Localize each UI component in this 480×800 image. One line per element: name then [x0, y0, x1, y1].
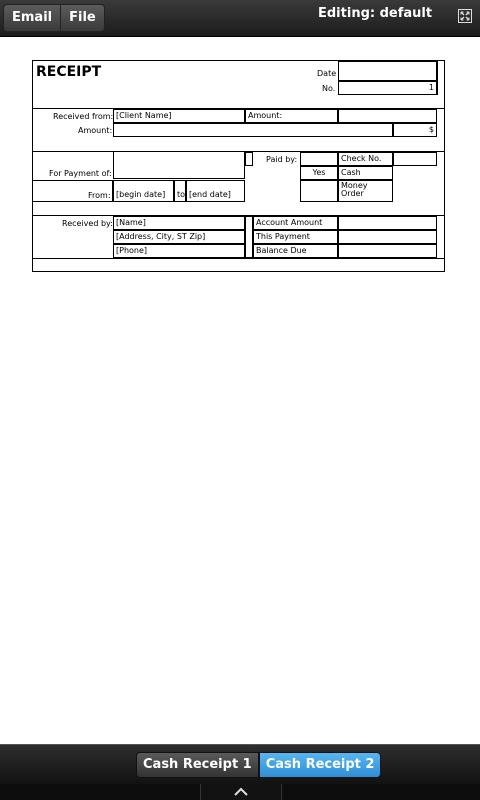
amount-inline-field[interactable] — [338, 109, 437, 123]
chevron-up-icon — [234, 787, 248, 797]
name-field[interactable]: [Name] — [113, 216, 245, 230]
receipt-title: RECEIPT — [36, 64, 102, 80]
account-amount-field[interactable] — [338, 216, 437, 230]
toolbar-button-group — [3, 4, 105, 32]
top-toolbar — [0, 0, 480, 37]
receipt-number-field[interactable]: 1 — [338, 81, 437, 95]
yes-cell[interactable]: Yes — [300, 166, 338, 180]
amount-words-field[interactable] — [113, 123, 393, 137]
money-order-checkbox-cell[interactable] — [300, 180, 338, 202]
check-no-label: Check No. — [338, 152, 393, 166]
cash-label: Cash — [338, 166, 393, 180]
received-from-label: Received from: — [53, 112, 114, 121]
balance-due-label: Balance Due — [253, 244, 338, 258]
date-label: Date — [317, 69, 337, 78]
paid-by-label: Paid by: — [266, 155, 298, 164]
sheet-tabs — [136, 752, 381, 778]
file-button[interactable]: File — [61, 4, 105, 32]
phone-field[interactable]: [Phone] — [113, 244, 245, 258]
money-order-label — [338, 180, 393, 202]
email-button[interactable]: Email — [3, 4, 61, 32]
money-order-line-2: Order — [341, 189, 364, 198]
no-label: No. — [322, 84, 336, 93]
begin-date-field[interactable]: [begin date] — [113, 180, 174, 202]
receipt-sheet[interactable] — [32, 60, 445, 272]
balance-due-field[interactable] — [338, 244, 437, 258]
payment-for-field[interactable] — [113, 151, 245, 179]
tab-cash-receipt-2[interactable]: Cash Receipt 2 — [259, 752, 382, 778]
address-field[interactable]: [Address, City, ST Zip] — [113, 230, 245, 244]
blank-cell — [245, 152, 253, 166]
date-field[interactable] — [338, 61, 437, 81]
check-no-field[interactable] — [393, 152, 437, 166]
editing-title: Editing: default — [318, 6, 433, 21]
received-by-label: Received by: — [62, 219, 113, 228]
sheet-tab-bar — [0, 744, 480, 785]
amount-inline-label: Amount: — [245, 109, 338, 123]
amount-dollar-field[interactable]: $ — [393, 123, 437, 137]
tab-cash-receipt-1[interactable]: Cash Receipt 1 — [136, 752, 259, 778]
spacer-cell — [245, 216, 253, 258]
account-amount-label: Account Amount — [253, 216, 338, 230]
check-checkbox-cell[interactable] — [300, 152, 338, 166]
for-payment-label: For Payment of: — [49, 169, 112, 178]
end-date-field[interactable]: [end date] — [186, 180, 245, 202]
amount-label: Amount: — [78, 126, 113, 135]
to-label: to — [174, 180, 186, 202]
this-payment-label: This Payment — [253, 230, 338, 244]
money-order-line-1: Money — [341, 181, 368, 190]
from-label: From: — [88, 191, 111, 200]
bottom-handle-bar — [0, 784, 480, 800]
this-payment-field[interactable] — [338, 230, 437, 244]
expand-handle[interactable] — [200, 784, 282, 800]
client-name-field[interactable]: [Client Name] — [113, 109, 245, 123]
fullscreen-icon[interactable] — [458, 9, 472, 23]
